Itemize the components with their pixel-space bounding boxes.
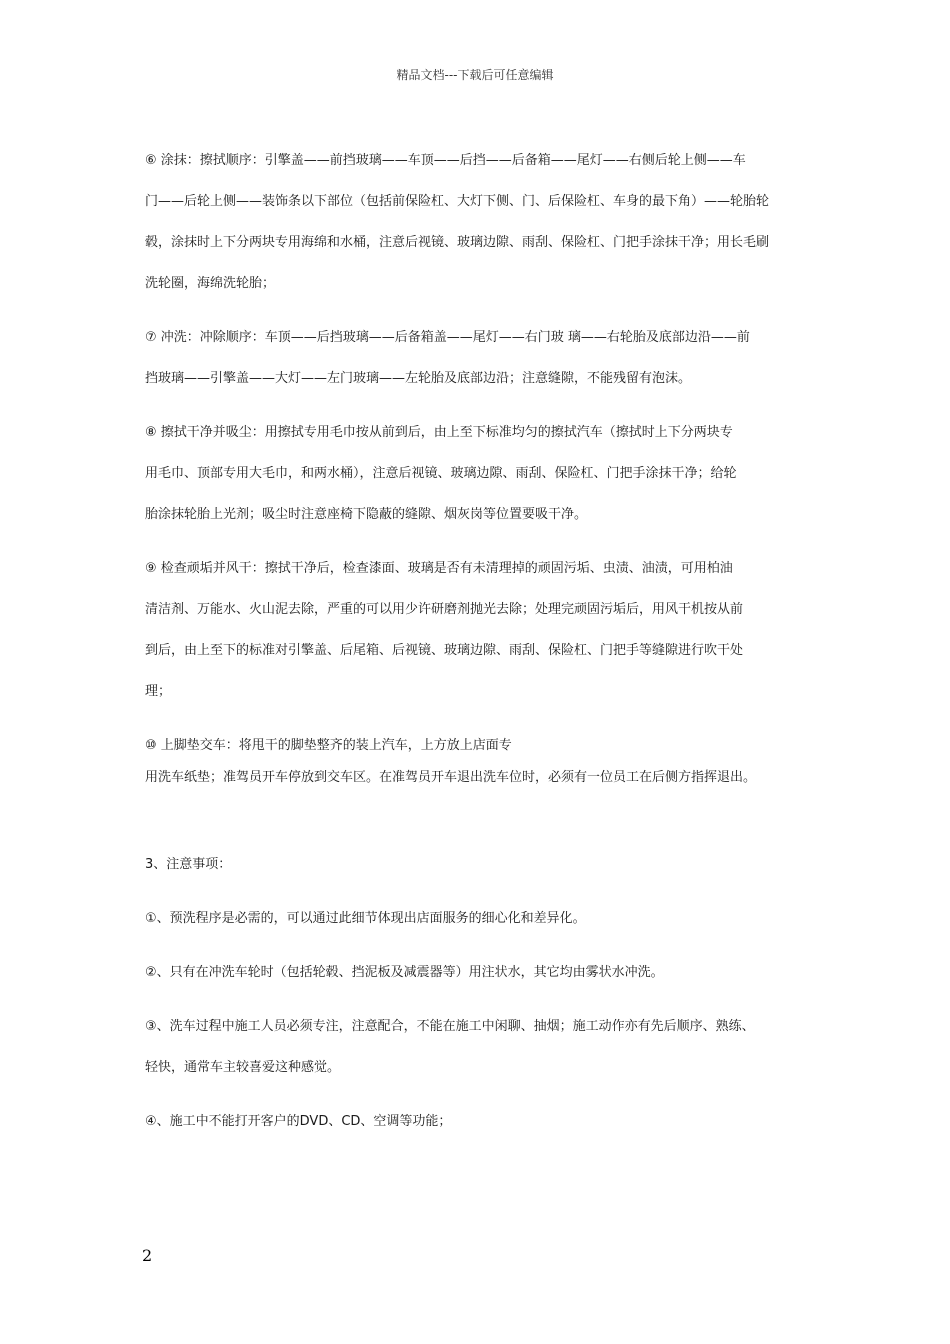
text-line: 轻快，通常车主较喜爱这种感觉。 (145, 1060, 341, 1075)
text-line: 洗轮圈，海绵洗轮胎； (145, 276, 276, 291)
page-header: 精品文档---下载后可任意编辑 (396, 68, 554, 82)
text-line: ⑧ 擦拭干净并吸尘：用擦拭专用毛巾按从前到后，由上至下标准均匀的擦拭汽车（擦拭时上下分两块专 (145, 425, 733, 440)
text-line: 用毛巾、顶部专用大毛巾，和两水桶），注意后视镜、玻璃边隙、雨刮、保险杠、门把手涂抹干净；给轮 (145, 466, 737, 481)
paragraph-step-8 (145, 420, 825, 543)
paragraph-step-10 (145, 733, 825, 797)
paragraph-note-4 (145, 1109, 825, 1150)
text-line: 理； (145, 684, 172, 699)
section-heading-notes (145, 852, 825, 893)
paragraph-note-2 (145, 960, 825, 1001)
paragraph-step-7 (145, 325, 825, 407)
text-line: ⑨ 检查顽垢并风干：擦拭干净后，检查漆面、玻璃是否有未清理掉的顽固污垢、虫渍、油渍，可用柏油 (145, 561, 733, 576)
paragraph-step-6 (145, 148, 825, 312)
text-line: 清洁剂、万能水、火山泥去除，严重的可以用少许研磨剂抛光去除；处理完顽固污垢后，用风干机按从前 (145, 602, 744, 617)
text-line: ②、只有在冲洗车轮时（包括轮毂、挡泥板及减震器等）用注状水，其它均由雾状水冲洗。 (145, 965, 664, 980)
text-line: ⑦ 冲洗：冲除顺序：车顶——后挡玻璃——后备箱盖——尾灯——右门玻 璃——右轮胎及底部边沿——前 (145, 330, 750, 345)
text-line: 用洗车纸垫；准驾员开车停放到交车区。在准驾员开车退出洗车位时，必须有一位员工在后侧方指挥退出。 (145, 770, 757, 785)
page-number: 2 (142, 1246, 153, 1265)
text-line: ④、施工中不能打开客户的DVD、CD、空调等功能； (145, 1114, 452, 1129)
document-body (145, 148, 825, 1150)
text-line: 胎涂抹轮胎上光剂；吸尘时注意座椅下隐蔽的缝隙、烟灰岗等位置要吸干净。 (145, 507, 588, 522)
paragraph-note-1 (145, 906, 825, 947)
text-line: 毂，涂抹时上下分两块专用海绵和水桶，注意后视镜、玻璃边隙、雨刮、保险杠、门把手涂抹干净；用长毛刷 (145, 235, 770, 250)
text-line: ⑩ 上脚垫交车：将甩干的脚垫整齐的装上汽车，上方放上店面专 (145, 738, 512, 753)
text-line: ⑥ 涂抹：擦拭顺序：引擎盖——前挡玻璃——车顶——后挡——后备箱——尾灯——右侧后轮上侧——车 (145, 153, 746, 168)
text-line: 门——后轮上侧——装饰条以下部位（包括前保险杠、大灯下侧、门、后保险杠、车身的最下角）——轮胎轮 (145, 194, 770, 209)
text-line: 挡玻璃——引擎盖——大灯——左门玻璃——左轮胎及底部边沿；注意缝隙，不能残留有泡沫。 (145, 371, 692, 386)
text-line: ①、预洗程序是必需的，可以通过此细节体现出店面服务的细心化和差异化。 (145, 911, 586, 926)
text-line: ③、洗车过程中施工人员必须专注，注意配合，不能在施工中闲聊、抽烟；施工动作亦有先后顺序、熟练、 (145, 1019, 755, 1034)
heading-line: 3、注意事项： (145, 857, 232, 872)
paragraph-note-3 (145, 1014, 825, 1096)
text-line: 到后，由上至下的标准对引擎盖、后尾箱、后视镜、玻璃边隙、雨刮、保险杠、门把手等缝隙进行吹干处 (145, 643, 744, 658)
paragraph-step-9 (145, 556, 825, 720)
